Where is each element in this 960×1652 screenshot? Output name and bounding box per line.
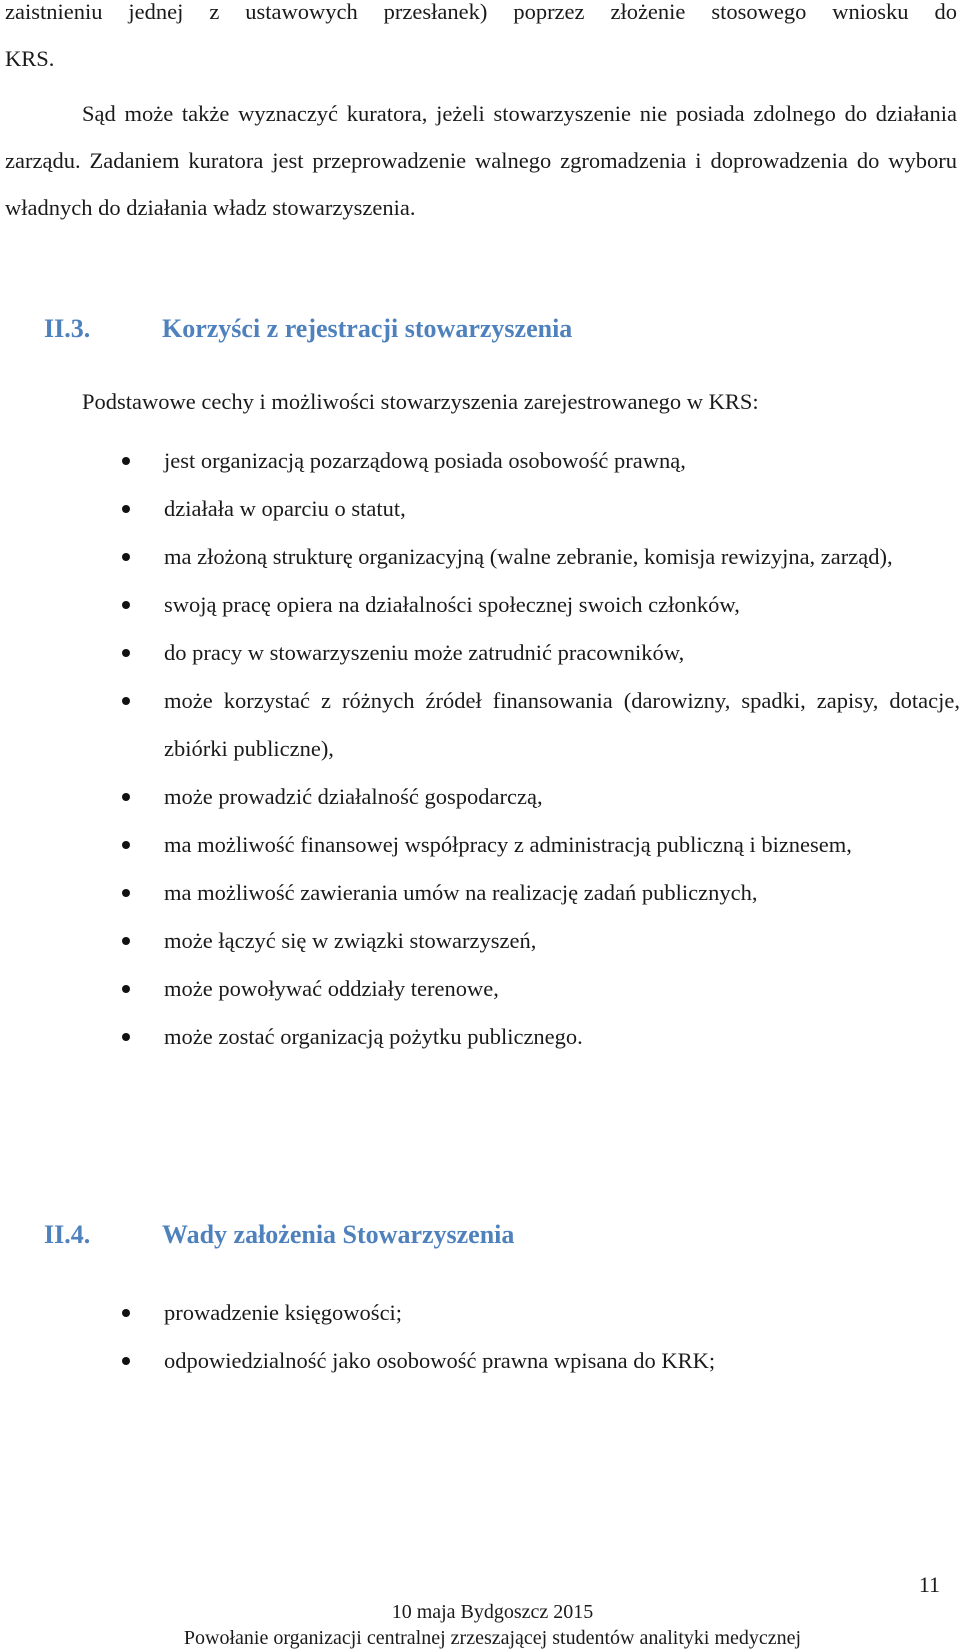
list-item — [0, 677, 960, 773]
list-item-text: ma możliwość zawierania umów na realizację zadań publicznych, — [164, 880, 758, 905]
curator-paragraph: Sąd może także wyznaczyć kuratora, jeżeli stowarzyszenie nie posiada zdolnego do działania zarządu. Zadaniem kuratora jest przeprowadzenie walnego zgromadzenia i doprowadzenia do wyboru władnych do działania władz stowarzyszenia. — [5, 101, 957, 220]
list-item-text: prowadzenie księgowości; — [164, 1300, 403, 1325]
bullet-icon — [122, 697, 130, 705]
bullet-icon — [122, 793, 130, 801]
list-item — [0, 1013, 960, 1061]
list-item — [0, 917, 960, 965]
list-item — [0, 437, 960, 485]
bullet-icon — [122, 937, 130, 945]
list-item-text: może łączyć się w związki stowarzyszeń, — [164, 928, 537, 953]
list-item-text: do pracy w stowarzyszeniu może zatrudnić pracowników, — [164, 640, 685, 665]
list-item — [0, 965, 960, 1013]
bullet-icon — [122, 841, 130, 849]
bullet-icon — [122, 553, 130, 561]
list-item-text: ma możliwość finansowej współpracy z administracją publiczną i biznesem, — [164, 832, 852, 857]
list-item — [0, 869, 960, 917]
list-item-text: jest organizacją pozarządową posiada osobowość prawną, — [164, 448, 686, 473]
bullet-icon — [122, 1357, 130, 1365]
drawbacks-list — [0, 1289, 960, 1385]
list-item — [0, 581, 960, 629]
section-2-4-title: Wady założenia Stowarzyszenia — [162, 1220, 515, 1249]
list-item — [0, 1289, 960, 1337]
top-paragraph-line1: zaistnieniu jednej z ustawowych przesłanek) poprzez złożenie stosowego wniosku do — [5, 0, 957, 24]
section-2-3-intro: Podstawowe cechy i możliwości stowarzyszenia zarejestrowanego w KRS: — [82, 389, 759, 414]
bullet-icon — [122, 1033, 130, 1041]
list-item-text: swoją pracę opiera na działalności społecznej swoich członków, — [164, 592, 740, 617]
list-item-text: działała w oparciu o statut, — [164, 496, 406, 521]
list-item — [0, 773, 960, 821]
top-paragraph-line2: KRS. — [5, 46, 55, 71]
list-item — [0, 629, 960, 677]
list-item-text: może zostać organizacją pożytku publicznego. — [164, 1024, 583, 1049]
list-item-text: może prowadzić działalność gospodarczą, — [164, 784, 543, 809]
footer-date: 10 maja Bydgoszcz 2015 — [391, 1601, 594, 1623]
section-2-3-number: II.3. — [44, 314, 91, 343]
list-item-text: ma złożoną strukturę organizacyjną (walne zebranie, komisja rewizyjna, zarząd), — [164, 544, 893, 569]
list-item — [0, 821, 960, 869]
section-2-4-heading — [44, 1220, 514, 1250]
list-item-text: może powoływać oddziały terenowe, — [164, 976, 499, 1001]
benefits-list — [0, 437, 960, 1061]
section-2-4-number: II.4. — [44, 1220, 91, 1249]
list-item — [0, 1337, 960, 1385]
section-2-3-heading — [44, 314, 572, 344]
page-number: 11 — [918, 1572, 940, 1597]
footer-title: Powołanie organizacji centralnej zrzeszającej studentów analityki medycznej — [183, 1627, 802, 1649]
list-item — [0, 533, 960, 581]
list-item-text: odpowiedzialność jako osobowość prawna wpisana do KRK; — [164, 1348, 716, 1373]
bullet-icon — [122, 649, 130, 657]
bullet-icon — [122, 601, 130, 609]
list-item — [0, 485, 960, 533]
bullet-icon — [122, 889, 130, 897]
top-paragraph — [5, 0, 957, 82]
list-item-text: może korzystać z różnych źródeł finansowania (darowizny, spadki, zapisy, dotacje, zbiórki publiczne), — [164, 688, 960, 761]
section-2-3-title: Korzyści z rejestracji stowarzyszenia — [162, 314, 573, 343]
bullet-icon — [122, 505, 130, 513]
bullet-icon — [122, 1309, 130, 1317]
bullet-icon — [122, 457, 130, 465]
bullet-icon — [122, 985, 130, 993]
